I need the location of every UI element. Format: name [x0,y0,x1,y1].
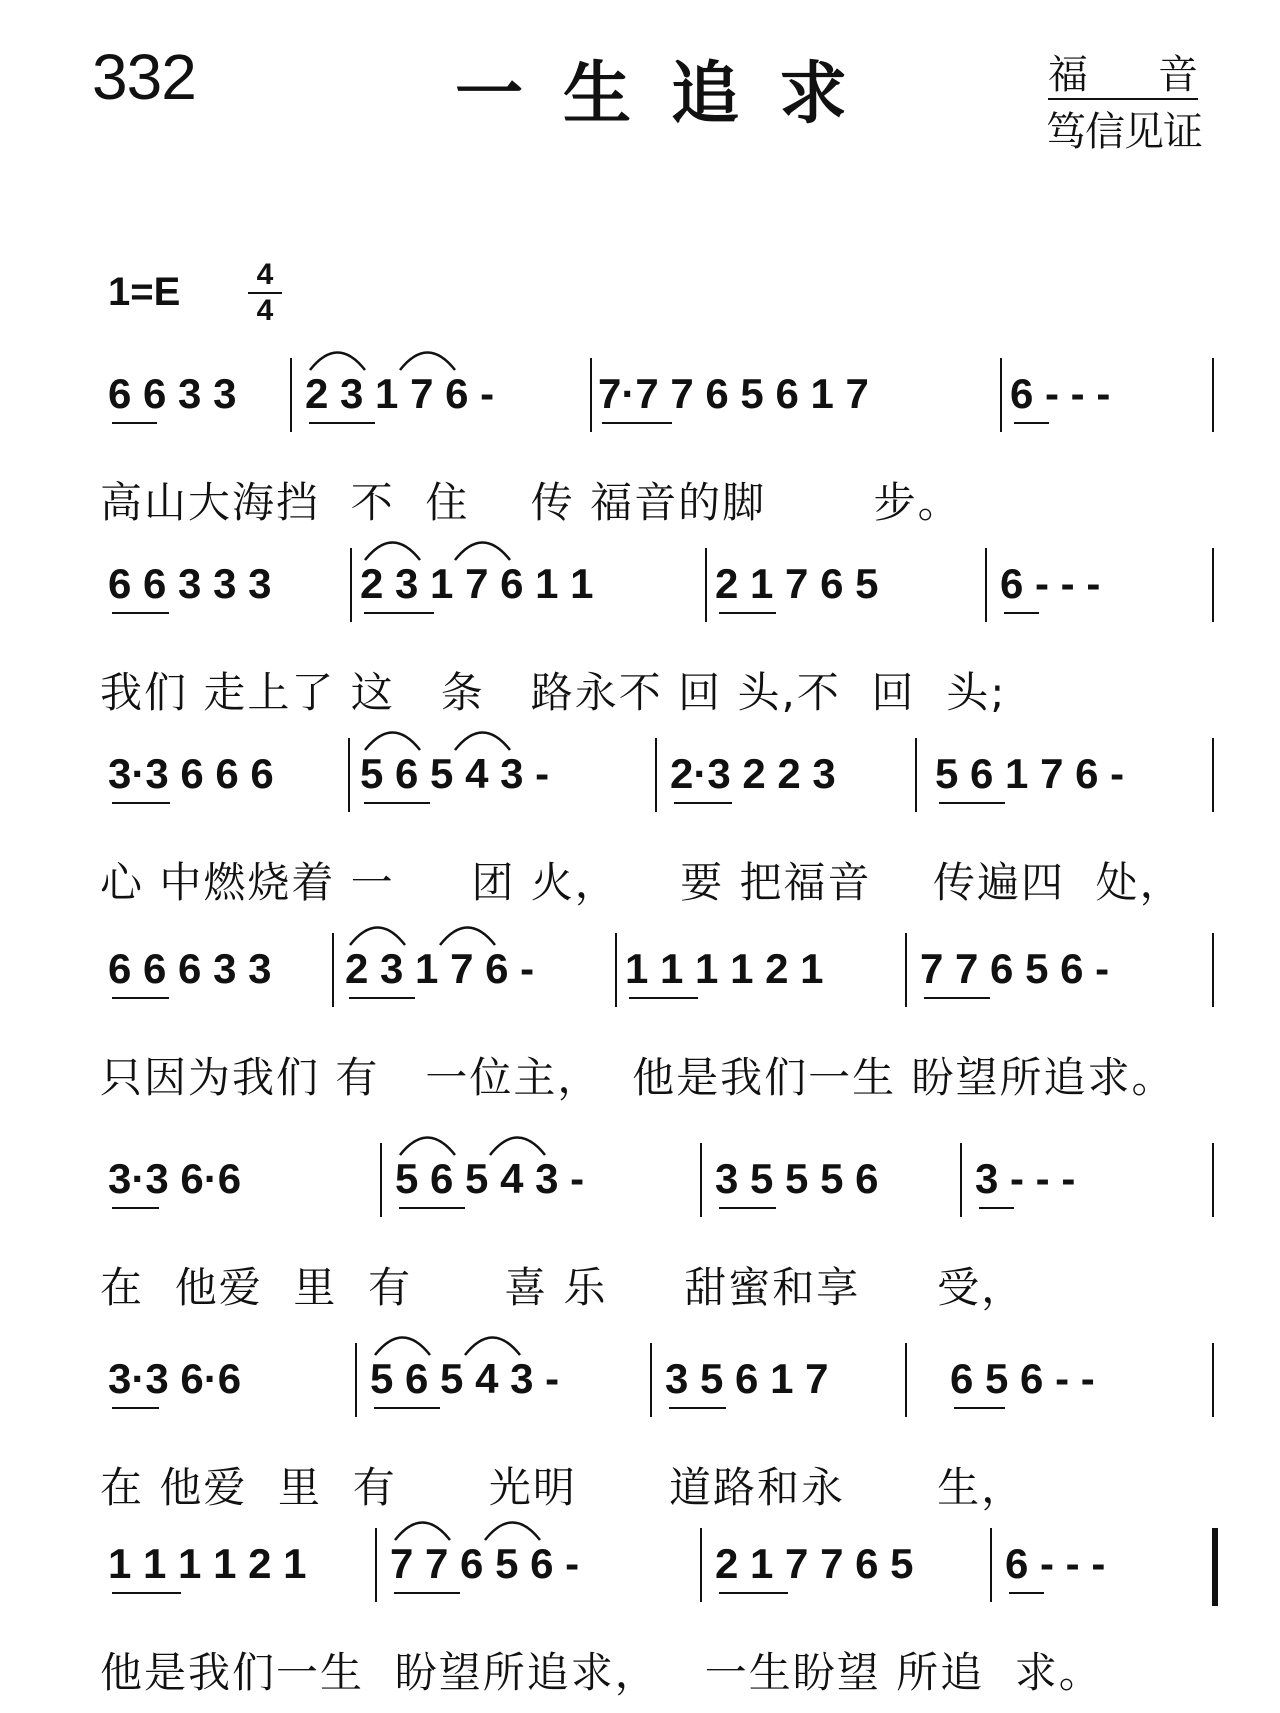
slur [455,733,510,751]
measure-notes: 5 6 5 4 3 - [370,1355,560,1402]
measure-notes: 6 6 6 3 3 [108,945,272,992]
slur-marks [0,1315,1280,1375]
lyrics-line: 他是我们一生 盼望所追求， 一生盼望 所追 求。 [100,1648,1103,1697]
slur [455,543,510,561]
measure-notes: 6 - - - [1000,560,1101,607]
measure-notes: 2 3 1 7 6 - [345,945,535,992]
slur [440,928,495,946]
measure-notes: 3·3 6 6 6 [108,750,274,797]
measure-notes: 5 6 5 4 3 - [360,750,550,797]
slur-marks [0,330,1280,390]
measure-notes: 3 - - - [975,1155,1076,1202]
author-label: 笃信见证 [1046,109,1202,155]
lyrics-line: 只因为我们 有 一位主， 他是我们一生 盼望所追求。 [100,1053,1176,1102]
measure-notes: 6 - - - [1005,1540,1106,1587]
measure-notes: 6 5 6 - - [950,1355,1095,1402]
beam-line [674,802,732,804]
beam-line [979,1207,1014,1209]
beam-line [1004,612,1039,614]
measure-notes: 5 6 5 4 3 - [395,1155,585,1202]
measure-notes: 3 5 6 1 7 [665,1355,829,1402]
slur [485,1523,540,1541]
lyrics-line: 我们 走上了 这 条 路永不 回 头,不 回 头; [100,668,1007,717]
measure-notes: 7 7 6 5 6 - [390,1540,580,1587]
lyrics-line: 在 他爱 里 有 光明 道路和永 生， [100,1463,1026,1512]
beam-line [112,422,157,424]
slur-marks [0,1115,1280,1175]
measure-notes: 3·3 6·6 [108,1355,242,1402]
beam-line [112,1207,159,1209]
slur [365,733,420,751]
beam-line [112,997,169,999]
slur-marks [0,1500,1280,1560]
hymn-number: 332 [92,41,196,113]
slur [395,1523,450,1541]
measure-notes: 5 6 1 7 6 - [935,750,1125,797]
beam-line [399,1207,465,1209]
beam-line [112,1592,181,1594]
beam-line [719,1592,788,1594]
beam-line [364,612,434,614]
beam-line [349,997,415,999]
measure-notes: 2 3 1 7 6 - [305,370,495,417]
beam-line [924,997,990,999]
beam-line [112,802,170,804]
key-signature: 1=E [108,270,181,314]
beam-line [954,1407,1005,1409]
beam-line [374,1407,440,1409]
measure-notes: 3 5 5 5 6 [715,1155,879,1202]
measure-notes: 2 1 7 6 5 [715,560,879,607]
measure-notes: 1 1 1 1 2 1 [625,945,824,992]
slur [365,543,420,561]
measure-notes: 2·3 2 2 3 [670,750,836,797]
measure-notes: 7·7 7 6 5 6 1 7 [598,370,869,417]
slur [400,1138,455,1156]
measure-notes: 6 6 3 3 3 [108,560,272,607]
beam-line [719,612,776,614]
time-signature-top: 4 [256,258,274,291]
slur [465,1338,520,1356]
lyrics-line: 在 他爱 里 有 喜 乐 甜蜜和享 受， [100,1263,1026,1312]
measure-notes: 1 1 1 1 2 1 [108,1540,307,1587]
measure-notes: 2 3 1 7 6 1 1 [360,560,594,607]
beam-line [629,997,698,999]
measure-notes: 2 1 7 7 6 5 [715,1540,914,1587]
beam-line [309,422,375,424]
slur-marks [0,905,1280,965]
time-signature [248,258,282,328]
beam-line [394,1592,460,1594]
measure-notes: 3·3 6·6 [108,1155,242,1202]
measure-notes: 7 7 6 5 6 - [920,945,1110,992]
time-signature-bottom: 4 [248,292,282,328]
lyrics-line: 心 中燃烧着 一 团 火， 要 把福音 传遍四 处， [100,858,1184,907]
source-label: 福音 [1048,52,1198,98]
beam-line [1009,1592,1044,1594]
slur-marks [0,520,1280,580]
lyrics-line: 高山大海挡 不 住 传 福音的脚 步。 [100,478,962,527]
beam-line [364,802,430,804]
slur-marks [0,710,1280,770]
beam-line [939,802,1005,804]
measure-notes: 6 6 3 3 [108,370,237,417]
beam-line [1014,422,1049,424]
slur [490,1138,545,1156]
slur [350,928,405,946]
slur [310,353,365,371]
measure-notes: 6 - - - [1010,370,1111,417]
beam-line [112,612,169,614]
beam-line [669,1407,726,1409]
slur [375,1338,430,1356]
song-title: 一生追求 [455,55,888,134]
slur [400,353,455,371]
beam-line [719,1207,776,1209]
beam-line [602,422,672,424]
beam-line [112,1407,159,1409]
